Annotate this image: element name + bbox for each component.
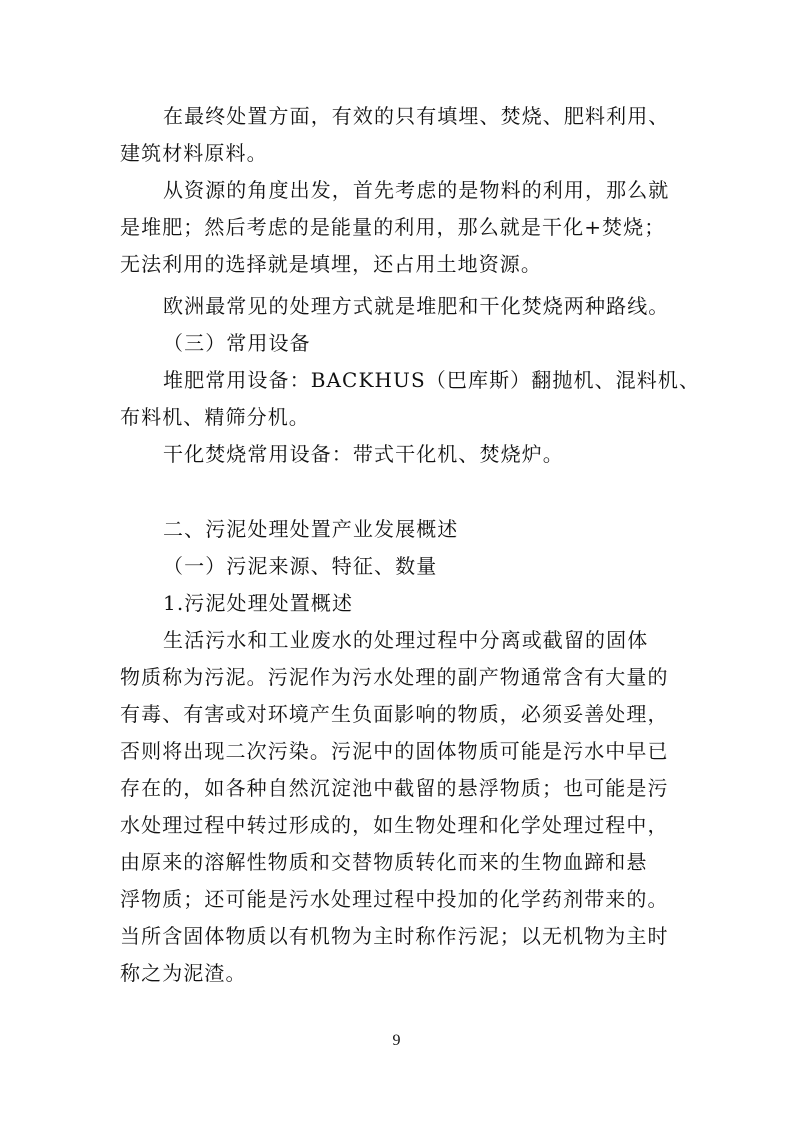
subsection-heading: 1.污泥处理处置概述 bbox=[163, 591, 354, 615]
paragraph-line: 在最终处置方面，有效的只有填埋、焚烧、肥料利用、 bbox=[163, 104, 670, 128]
paragraph-line: 干化焚烧常用设备：带式干化机、焚烧炉。 bbox=[163, 442, 564, 466]
paragraph-line: 欧洲最常见的处理方式就是堆肥和干化焚烧两种路线。 bbox=[163, 294, 670, 318]
page-number: 9 bbox=[392, 1032, 401, 1049]
paragraph-line: 否则将出现二次污染。污泥中的固体物质可能是污水中早已 bbox=[120, 739, 669, 763]
paragraph-line: 生活污水和工业废水的处理过程中分离或截留的固体 bbox=[163, 628, 649, 652]
paragraph-line: 存在的，如各种自然沉淀池中截留的悬浮物质；也可能是污 bbox=[120, 776, 669, 800]
paragraph-line: 当所含固体物质以有机物为主时称作污泥；以无机物为主时 bbox=[120, 924, 669, 948]
paragraph-line: 布料机、精筛分机。 bbox=[120, 405, 310, 429]
paragraph-line: 无法利用的选择就是填埋，还占用土地资源。 bbox=[120, 252, 542, 276]
paragraph-line: 浮物质；还可能是污水处理过程中投加的化学药剂带来的。 bbox=[120, 887, 669, 911]
paragraph-line: 水处理过程中转过形成的，如生物处理和化学处理过程中， bbox=[120, 813, 669, 837]
section-heading: （一）污泥来源、特征、数量 bbox=[163, 554, 438, 578]
chapter-heading: 二、污泥处理处置产业发展概述 bbox=[163, 517, 459, 541]
paragraph-line: 物质称为污泥。污泥作为污水处理的副产物通常含有大量的 bbox=[120, 665, 669, 689]
paragraph-line: 是堆肥；然后考虑的是能量的利用，那么就是干化+焚烧； bbox=[120, 215, 666, 239]
paragraph-line: 称之为泥渣。 bbox=[120, 961, 247, 985]
paragraph-line: 由原来的溶解性物质和交替物质转化而来的生物血蹄和悬 bbox=[120, 850, 648, 874]
paragraph-line: 建筑材料原料。 bbox=[120, 141, 268, 165]
section-heading: （三）常用设备 bbox=[163, 331, 311, 355]
paragraph-line: 堆肥常用设备：BACKHUS（巴库斯）翻抛机、混料机、 bbox=[163, 368, 701, 392]
paragraph-line: 从资源的角度出发，首先考虑的是物料的利用，那么就 bbox=[163, 178, 670, 202]
paragraph-line: 有毒、有害或对环境产生负面影响的物质，必须妥善处理， bbox=[120, 702, 669, 726]
